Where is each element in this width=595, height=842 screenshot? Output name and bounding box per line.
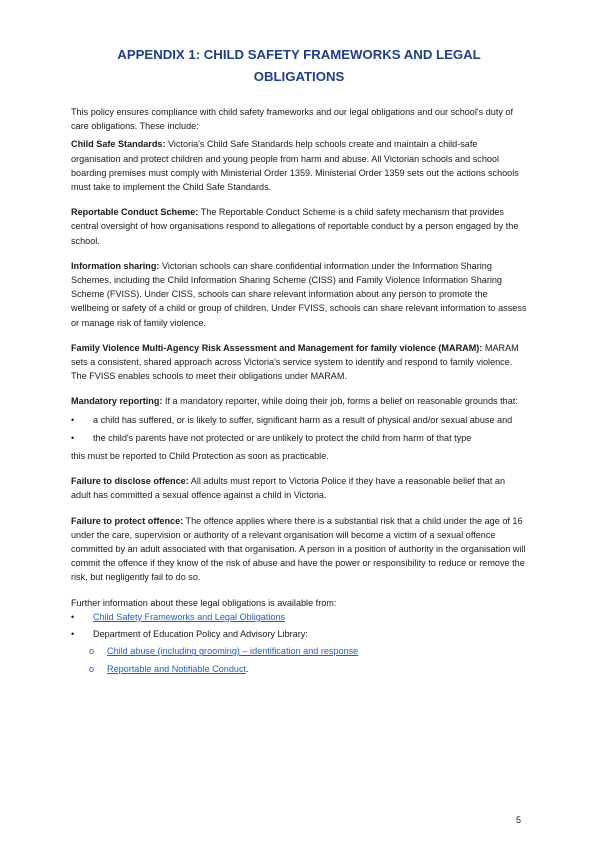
section-text: Victoria's Child Safe Standards help schools create and maintain a child-safe organisation and protect children and young people from harm and abuse. All Victorian schools and school boarding premises must comply with Ministerial Order 1359. Ministerial Order 1359 sets out the actions schools must take to implement the Child Safe Standards. [71, 139, 519, 193]
section-heading: Information sharing: [71, 260, 160, 271]
further-list [71, 610, 527, 676]
list-item [71, 627, 527, 676]
section-heading: Reportable Conduct Scheme: [71, 207, 199, 218]
section-child-safe [71, 137, 527, 194]
circle-bullet-icon: o [89, 663, 95, 674]
link-child-safety-frameworks[interactable]: Child Safety Frameworks and Legal Obligations [93, 611, 286, 622]
bullet-icon: • [71, 629, 75, 640]
section-heading: Child Safe Standards: [71, 139, 166, 150]
mandatory-intro [71, 394, 527, 408]
section-heading: Mandatory reporting: [71, 396, 163, 407]
section-heading: Failure to disclose offence: [71, 476, 189, 487]
link-child-abuse-grooming[interactable]: Child abuse (including grooming) – identification and response [107, 646, 359, 657]
section-text: MARAM sets a consistent, shared approach across Victoria's service system to identify and respond to family violence. The FVISS enables schools to meet their obligations under MARAM. [71, 342, 519, 382]
intro-paragraph: This policy ensures compliance with child safety frameworks and our legal obligations and our school's duty of care obligations. These include: [71, 107, 513, 132]
section-reportable-conduct [71, 205, 527, 248]
mandatory-after: this must be reported to Child Protection as soon as practicable. [71, 451, 329, 462]
link-suffix: . [246, 663, 249, 674]
document-page [71, 0, 527, 679]
list-item-text: the child's parents have not protected or are unlikely to protect the child from harm of that type [93, 432, 472, 443]
list-item-text: a child has suffered, or is likely to suffer, significant harm as a result of physical and/or sexual abuse and [93, 414, 513, 425]
section-heading: Family Violence Multi-Agency Risk Assessment and Management for family violence (MARAM): [71, 342, 483, 353]
mandatory-bullet-list [71, 413, 527, 445]
further-intro: Further information about these legal obligations is available from: [71, 597, 337, 608]
list-item-text: Department of Education Policy and Advisory Library: [93, 629, 308, 640]
page-title: APPENDIX 1: CHILD SAFETY FRAMEWORKS AND LEGAL OBLIGATIONS [117, 47, 481, 84]
section-heading: Failure to protect offence: [71, 515, 184, 526]
list-item [71, 431, 527, 445]
list-item [71, 413, 527, 427]
section-failure-to-disclose [71, 474, 527, 502]
section-information-sharing [71, 259, 527, 330]
link-reportable-notifiable-conduct[interactable]: Reportable and Notifiable Conduct [107, 663, 247, 674]
section-text: The offence applies where there is a substantial risk that a child under the age of 16 under the care, supervision or authority of a relevant organisation will become a victim of a sexual offence committed by an adult associated with that organisation. A person in a position of authority in the organisation will commit the offence if they know of the risk of abuse and have the power or responsibility to reduce or remove the risk, but negligently fail to do so. [71, 515, 526, 583]
section-text: The Reportable Conduct Scheme is a child safety mechanism that provides central oversight of how organisations respond to allegations of reportable conduct by a person engaged by the school. [71, 207, 519, 246]
sub-list-item [71, 662, 527, 676]
section-text: Victorian schools can share confidential information under the Information Sharing Schemes, including the Child Information Sharing Scheme (CISS) and Family Violence Information Sharing Scheme (FVISS). Under CISS, schools can share relevant information about any person to promote the wellbeing or safety of a child or group of children. Under FVISS, schools can share relevant information to assess or manage risk of family violence. [71, 260, 527, 328]
bullet-icon: • [71, 611, 75, 622]
sub-list [71, 644, 527, 675]
circle-bullet-icon: o [89, 646, 95, 657]
section-maram [71, 341, 527, 384]
section-text: All adults must report to Victoria Police if they have a reasonable belief that an adult has committed a sexual offence against a child in Victoria. [71, 476, 506, 501]
section-text: If a mandatory reporter, while doing their job, forms a belief on reasonable grounds that: [162, 396, 518, 407]
document-body [71, 105, 527, 676]
section-mandatory-reporting [71, 394, 527, 463]
sub-list-item [71, 644, 527, 658]
page-number: 5 [516, 815, 522, 825]
section-failure-to-protect [71, 514, 527, 585]
list-item [71, 610, 527, 624]
bullet-icon: • [71, 414, 75, 425]
further-information [71, 596, 527, 676]
bullet-icon: • [71, 432, 75, 443]
